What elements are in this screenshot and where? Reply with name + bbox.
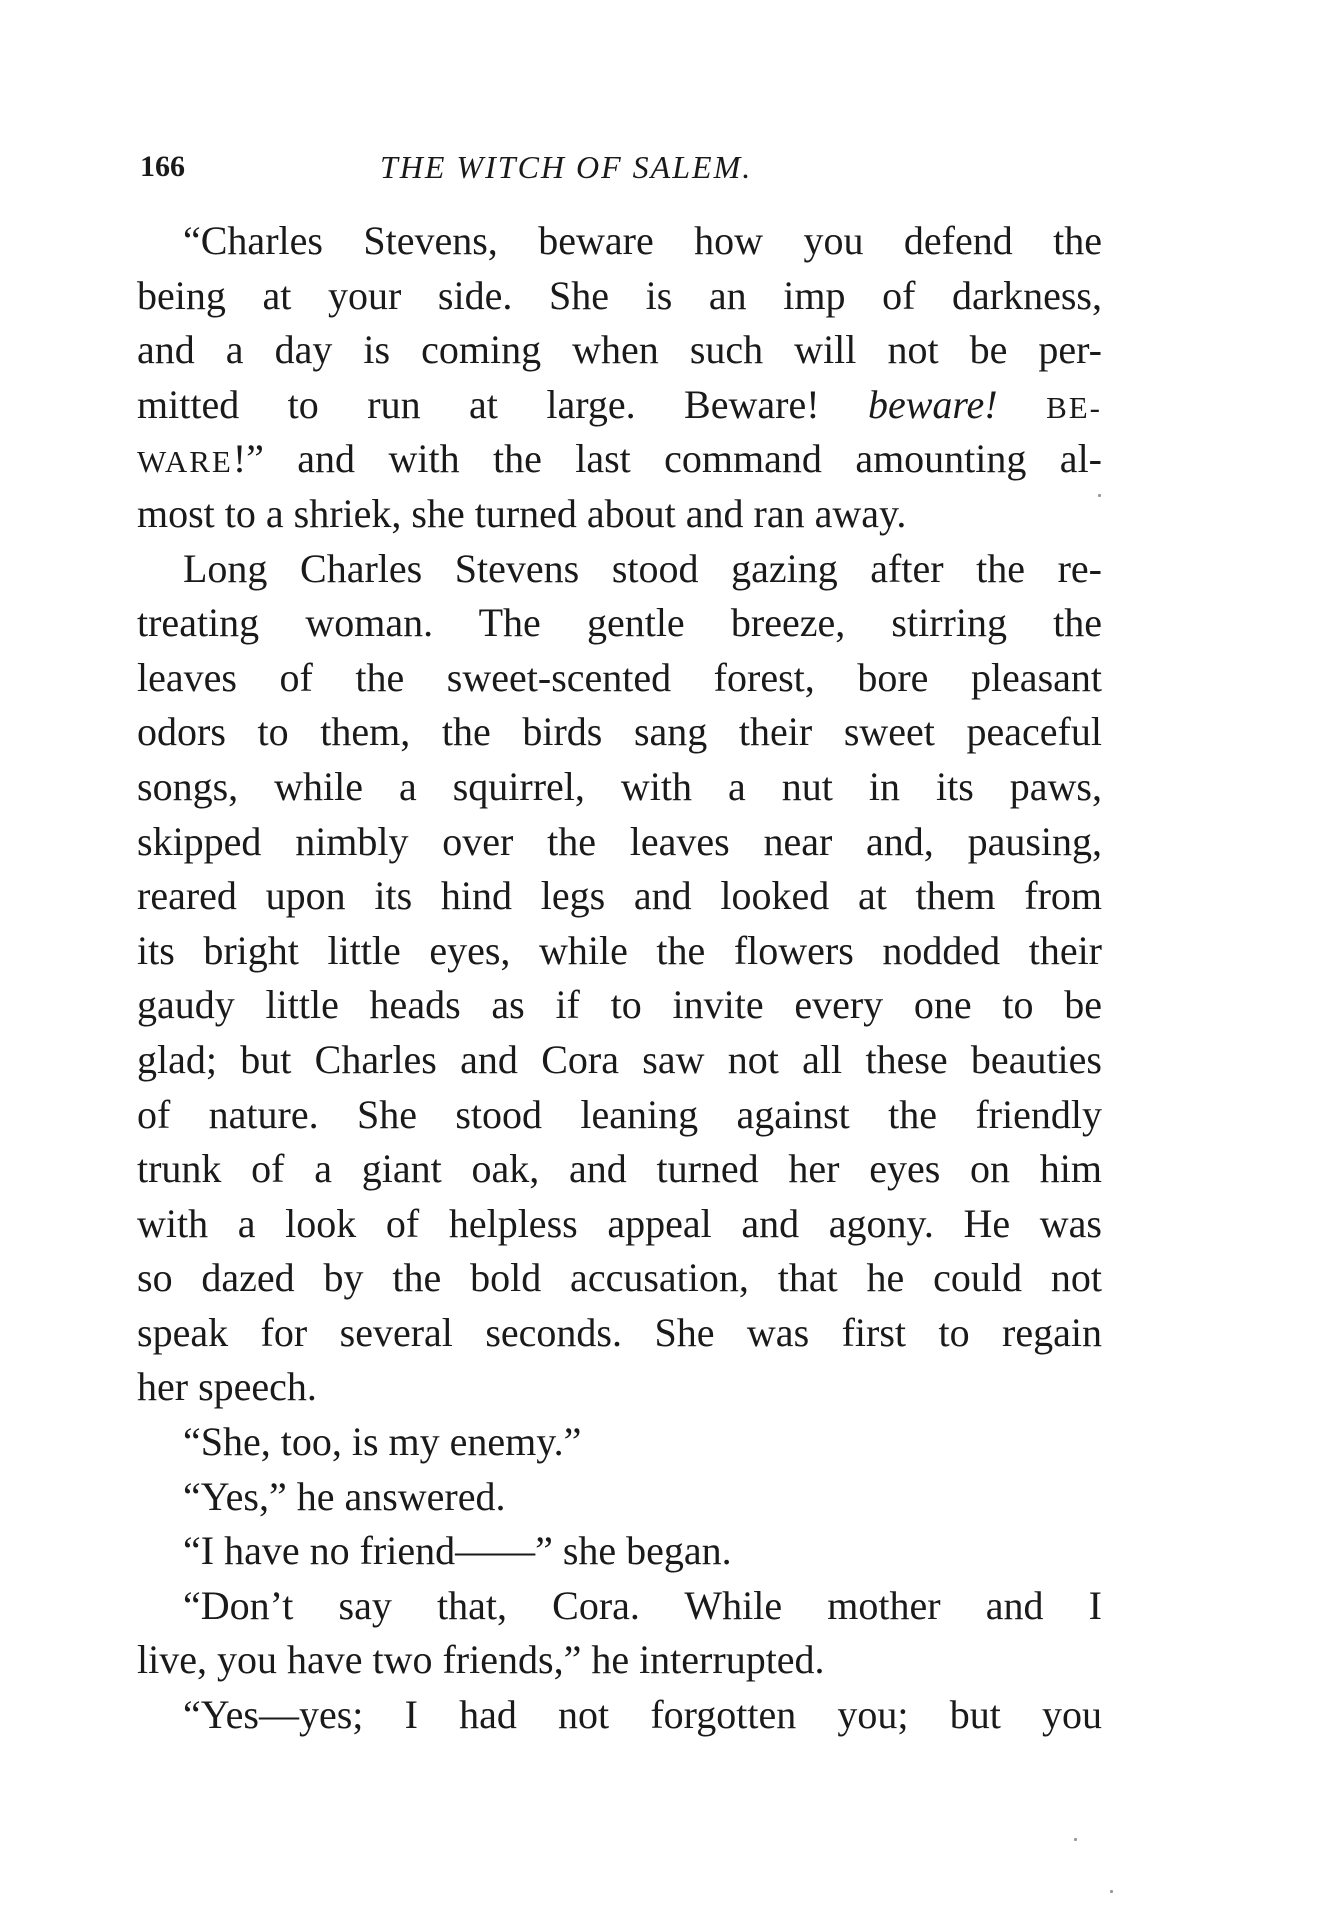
paper-speck: [1110, 1890, 1113, 1893]
text-line: with a look of helpless appeal and agony. He was: [137, 1200, 1102, 1246]
paper-speck: [1074, 1838, 1077, 1841]
text-segment: !” and with the last command amounting al-: [232, 436, 1102, 482]
text-line: her speech.: [137, 1364, 317, 1410]
body-text: [137, 214, 1102, 1743]
text-line: “Yes—yes; I had not forgotten you; but you: [183, 1692, 1102, 1738]
text-line: live, you have two friends,” he interrupted.: [137, 1637, 825, 1683]
text-line: [137, 378, 1102, 433]
small-caps-emphasis: BE-: [1046, 389, 1102, 425]
text-line: of nature. She stood leaning against the friendly: [137, 1091, 1102, 1137]
text-line: reared upon its hind legs and looked at them from: [137, 873, 1102, 919]
page-number: 166: [140, 150, 185, 183]
text-line: leaves of the sweet-scented forest, bore pleasant: [137, 654, 1102, 700]
text-line: glad; but Charles and Cora saw not all these beauties: [137, 1036, 1102, 1082]
italic-emphasis: beware!: [868, 381, 998, 427]
text-line: most to a shriek, she turned about and ran away.: [137, 490, 907, 536]
text-line: [137, 432, 1102, 487]
text-line: and a day is coming when such will not be per-: [137, 327, 1102, 373]
text-line: being at your side. She is an imp of darkness,: [137, 272, 1102, 318]
paper-speck: [1098, 494, 1101, 497]
text-line: treating woman. The gentle breeze, stirring the: [137, 600, 1102, 646]
text-line: “Yes,” he answered.: [183, 1473, 506, 1519]
text-line: speak for several seconds. She was first to regain: [137, 1309, 1102, 1355]
text-line: “She, too, is my enemy.”: [183, 1419, 582, 1465]
book-title: THE WITCH OF SALEM.: [380, 149, 753, 185]
small-caps-emphasis: WARE: [137, 444, 233, 480]
text-line: so dazed by the bold accusation, that he could not: [137, 1255, 1102, 1301]
text-line: songs, while a squirrel, with a nut in its paws,: [137, 763, 1102, 809]
text-line: gaudy little heads as if to invite every one to be: [137, 982, 1102, 1028]
text-line: “Don’t say that, Cora. While mother and I: [183, 1582, 1102, 1628]
text-line: Long Charles Stevens stood gazing after the re-: [183, 545, 1102, 591]
text-line: “Charles Stevens, beware how you defend the: [183, 218, 1102, 263]
running-head: [140, 142, 1100, 192]
text-line: “I have no friend——” she began.: [183, 1528, 732, 1574]
text-line: its bright little eyes, while the flowers nodded their: [137, 927, 1102, 973]
text-line: trunk of a giant oak, and turned her eyes on him: [137, 1146, 1102, 1192]
text-line: odors to them, the birds sang their sweet peaceful: [137, 709, 1102, 755]
text-line: skipped nimbly over the leaves near and, pausing,: [137, 818, 1102, 864]
text-segment: mitted to run at large. Beware!: [137, 381, 820, 427]
